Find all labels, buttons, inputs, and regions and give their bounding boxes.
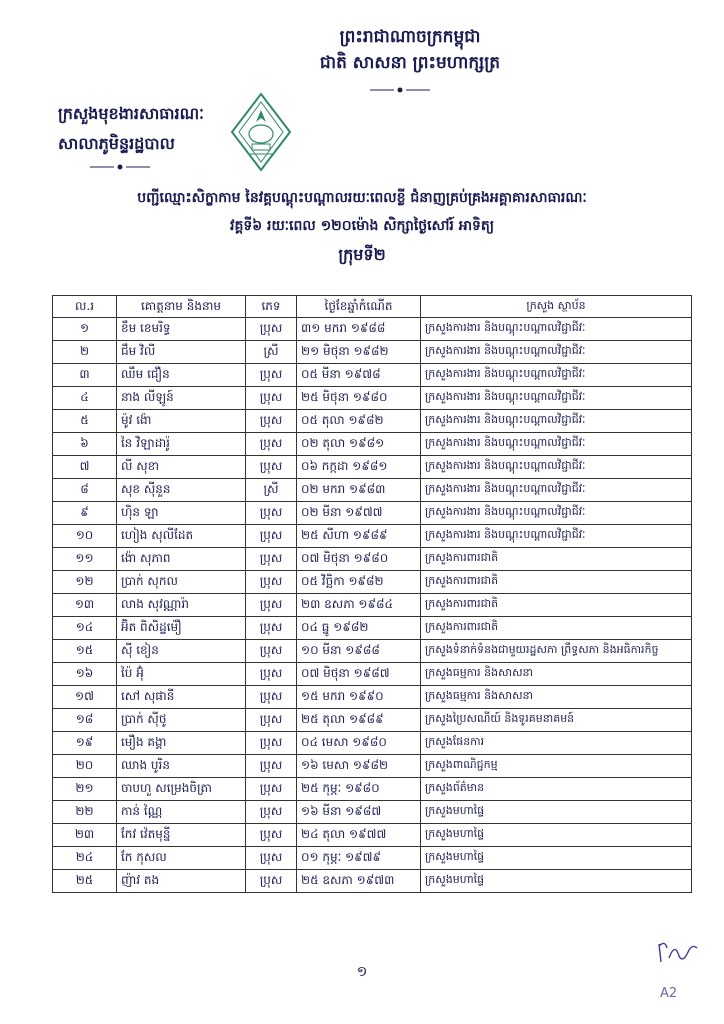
cell-number: ១៦ bbox=[53, 663, 117, 686]
cell-birthdate: ០១ កុម្ភៈ ១៩៧៩ bbox=[297, 847, 421, 870]
cell-birthdate: ២៣ ឧសភា ១៩៨៤ bbox=[297, 594, 421, 617]
table-row bbox=[53, 663, 692, 686]
cell-ministry: ក្រសួងការពារជាតិ bbox=[421, 617, 692, 640]
cell-sex: ប្រុស bbox=[246, 709, 297, 732]
cell-sex: ស្រី bbox=[246, 479, 297, 502]
cell-sex: ប្រុស bbox=[246, 318, 297, 341]
table-row bbox=[53, 640, 692, 663]
document-subtitle: វគ្គទី៦ រយៈពេល ១២០ម៉ោង សិក្សាថ្ងៃសៅរ៍ អាទិត្យ bbox=[230, 218, 494, 234]
cell-sex: ប្រុស bbox=[246, 640, 297, 663]
cell-birthdate: ០៥ វិច្ឆិកា ១៩៨២ bbox=[297, 571, 421, 594]
cell-ministry: ក្រសួងការងារ និងបណ្តុះបណ្តាលវិជ្ជាជីវៈ bbox=[421, 525, 692, 548]
cell-number: ១៥ bbox=[53, 640, 117, 663]
cell-ministry: ក្រសួងមហាផ្ទៃ bbox=[421, 801, 692, 824]
kingdom-motto: ជាតិ សាសនា ព្រះមហាក្សត្រ bbox=[319, 53, 501, 73]
cell-sex: ប្រុស bbox=[246, 433, 297, 456]
cell-ministry: ក្រសួងការងារ និងបណ្តុះបណ្តាលវិជ្ជាជីវៈ bbox=[421, 387, 692, 410]
table-row bbox=[53, 732, 692, 755]
cell-name: កាន់ ណ្ណៃ bbox=[117, 801, 246, 824]
cell-number: ១០ bbox=[53, 525, 117, 548]
cell-number: ៦ bbox=[53, 433, 117, 456]
cell-number: ១២ bbox=[53, 571, 117, 594]
cell-sex: ប្រុស bbox=[246, 525, 297, 548]
cell-ministry: ក្រសួងមហាផ្ទៃ bbox=[421, 847, 692, 870]
column-header-number: ល.រ bbox=[53, 296, 117, 318]
table-row bbox=[53, 870, 692, 893]
cell-birthdate: ០៦ កក្កដា ១៩៨១ bbox=[297, 456, 421, 479]
table-row bbox=[53, 479, 692, 502]
cell-sex: ប្រុស bbox=[246, 778, 297, 801]
cell-birthdate: ២៥ មិថុនា ១៩៨០ bbox=[297, 387, 421, 410]
cell-birthdate: ១៦ មេសា ១៩៨២ bbox=[297, 755, 421, 778]
cell-number: ៨ bbox=[53, 479, 117, 502]
cell-birthdate: ២៥ កុម្ភៈ ១៩៨០ bbox=[297, 778, 421, 801]
cell-name: ប្រាក់ ស៊ីថូ bbox=[117, 709, 246, 732]
cell-name: ចាបហួ សម្រេងចិត្រា bbox=[117, 778, 246, 801]
cell-name: ហ៊ិន ឡា bbox=[117, 502, 246, 525]
cell-birthdate: ២៥ តុលា ១៩៨៩ bbox=[297, 709, 421, 732]
cell-number: ១៨ bbox=[53, 709, 117, 732]
cell-ministry: ក្រសួងផែនការ bbox=[421, 732, 692, 755]
cell-name: ខឹម ខេមរិទ្ធ bbox=[117, 318, 246, 341]
cell-birthdate: ០២ មករា ១៩៨៣ bbox=[297, 479, 421, 502]
document-title: បញ្ជីឈ្មោះសិក្ខាកាម នៃវគ្គបណ្តុះបណ្តាលរយៈពេលខ្លី ជំនាញគ្រប់គ្រងអគ្គាគារសាធារណៈ bbox=[137, 190, 587, 206]
cell-name: អ៊ិត ពិសិដ្ឋម៉ឿ bbox=[117, 617, 246, 640]
cell-name: ហៀង សុលីដែត bbox=[117, 525, 246, 548]
table-row bbox=[53, 571, 692, 594]
table-body bbox=[53, 318, 692, 893]
cell-name: មឿង គង្គា bbox=[117, 732, 246, 755]
table-row bbox=[53, 801, 692, 824]
table-row bbox=[53, 318, 692, 341]
cell-name: កែ កុសល bbox=[117, 847, 246, 870]
cell-sex: ប្រុស bbox=[246, 870, 297, 893]
cell-sex: ប្រុស bbox=[246, 571, 297, 594]
table-row bbox=[53, 410, 692, 433]
cell-birthdate: ១៥ មករា ១៩៩០ bbox=[297, 686, 421, 709]
cell-birthdate: ០៥ មីនា ១៩៧៨ bbox=[297, 364, 421, 387]
cell-sex: ប្រុស bbox=[246, 502, 297, 525]
cell-birthdate: ០២ តុលា ១៩៨១ bbox=[297, 433, 421, 456]
kingdom-title: ព្រះរាជាណាចក្រកម្ពុជា bbox=[339, 27, 481, 47]
table-row bbox=[53, 433, 692, 456]
cell-number: ១៩ bbox=[53, 732, 117, 755]
cell-name: ប៉ៃ អ៊ុំ bbox=[117, 663, 246, 686]
cell-sex: ប្រុស bbox=[246, 847, 297, 870]
ministry-ornament-divider bbox=[90, 163, 150, 171]
cell-number: ៣ bbox=[53, 364, 117, 387]
table-row bbox=[53, 456, 692, 479]
cell-birthdate: ២៥ ឧសភា ១៩៧៣ bbox=[297, 870, 421, 893]
cell-number: ៧ bbox=[53, 456, 117, 479]
cell-number: ២៥ bbox=[53, 870, 117, 893]
cell-birthdate: ០២ មីនា ១៩៧៧ bbox=[297, 502, 421, 525]
table-row bbox=[53, 525, 692, 548]
cell-number: ២១ bbox=[53, 778, 117, 801]
table-row bbox=[53, 778, 692, 801]
cell-number: ៩ bbox=[53, 502, 117, 525]
cell-name: ប្រាក់ សុកល bbox=[117, 571, 246, 594]
cell-number: ២ bbox=[53, 341, 117, 364]
column-header-name: គោត្តនាម និងនាម bbox=[117, 296, 246, 318]
cell-ministry: ក្រសួងការពារជាតិ bbox=[421, 594, 692, 617]
participant-table bbox=[52, 295, 692, 893]
cell-sex: ប្រុស bbox=[246, 824, 297, 847]
cell-birthdate: ០៤ ធ្នូ ១៩៨២ bbox=[297, 617, 421, 640]
cell-birthdate: ០៧ មិថុនា ១៩៨០ bbox=[297, 548, 421, 571]
cell-name: លី សុខា bbox=[117, 456, 246, 479]
cell-ministry: ក្រសួងការងារ និងបណ្តុះបណ្តាលវិជ្ជាជីវៈ bbox=[421, 433, 692, 456]
cell-ministry: ក្រសួងប្រៃសណីយ៍ និងទូរគមនាគមន៍ bbox=[421, 709, 692, 732]
cell-number: ២៣ bbox=[53, 824, 117, 847]
cell-ministry: ក្រសួងការងារ និងបណ្តុះបណ្តាលវិជ្ជាជីវៈ bbox=[421, 410, 692, 433]
table-row bbox=[53, 755, 692, 778]
table-row bbox=[53, 341, 692, 364]
cell-number: ២៤ bbox=[53, 847, 117, 870]
cell-ministry: ក្រសួងការងារ និងបណ្តុះបណ្តាលវិជ្ជាជីវៈ bbox=[421, 318, 692, 341]
cell-number: ១ bbox=[53, 318, 117, 341]
cell-number: ៤ bbox=[53, 387, 117, 410]
cell-ministry: ក្រសួងការពារជាតិ bbox=[421, 548, 692, 571]
cell-sex: ប្រុស bbox=[246, 456, 297, 479]
cell-name: ឈាង បូរិន bbox=[117, 755, 246, 778]
cell-birthdate: ០៧ មិថុនា ១៩៨៧ bbox=[297, 663, 421, 686]
cell-ministry: ក្រសួងការងារ និងបណ្តុះបណ្តាលវិជ្ជាជីវៈ bbox=[421, 364, 692, 387]
cell-number: ៥ bbox=[53, 410, 117, 433]
cell-number: ១៤ bbox=[53, 617, 117, 640]
cell-number: ២២ bbox=[53, 801, 117, 824]
cell-name: ជឹម វិលី bbox=[117, 341, 246, 364]
cell-name: សុខ ស៊ីនួន bbox=[117, 479, 246, 502]
kingdom-ornament-divider bbox=[370, 86, 430, 94]
group-label: ក្រុមទី២ bbox=[338, 245, 386, 264]
cell-sex: ប្រុស bbox=[246, 410, 297, 433]
cell-ministry: ក្រសួងពាណិជ្ជកម្ម bbox=[421, 755, 692, 778]
cell-sex: ប្រុស bbox=[246, 548, 297, 571]
table-row bbox=[53, 617, 692, 640]
cell-sex: ប្រុស bbox=[246, 387, 297, 410]
cell-ministry: ក្រសួងធម្មការ និងសាសនា bbox=[421, 663, 692, 686]
cell-sex: ប្រុស bbox=[246, 755, 297, 778]
cell-name: ង៉ោ សុភាព bbox=[117, 548, 246, 571]
cell-sex: ប្រុស bbox=[246, 663, 297, 686]
table-row bbox=[53, 548, 692, 571]
cell-birthdate: ២៤ តុលា ១៩៧៧ bbox=[297, 824, 421, 847]
cell-number: ១១ bbox=[53, 548, 117, 571]
cell-sex: ប្រុស bbox=[246, 686, 297, 709]
table-row bbox=[53, 847, 692, 870]
school-seal-emblem-icon bbox=[228, 92, 294, 172]
handwritten-initials-signature bbox=[655, 938, 699, 968]
cell-birthdate: ១០ មីនា ១៩៨៨ bbox=[297, 640, 421, 663]
cell-name: នាង លីឡូន៍ bbox=[117, 387, 246, 410]
cell-sex: ប្រុស bbox=[246, 617, 297, 640]
cell-birthdate: ២៥ សីហា ១៩៨៩ bbox=[297, 525, 421, 548]
cell-number: ២០ bbox=[53, 755, 117, 778]
table-row bbox=[53, 686, 692, 709]
page-number: ១ bbox=[356, 964, 368, 980]
table-row bbox=[53, 824, 692, 847]
cell-birthdate: ០៥ តុលា ១៩៨២ bbox=[297, 410, 421, 433]
cell-ministry: ក្រសួងទំនាក់ទំនងជាមួយរដ្ឋសភា ព្រឹទ្ធសភា និងអធិការកិច្ច bbox=[421, 640, 692, 663]
cell-sex: ប្រុស bbox=[246, 364, 297, 387]
column-header-ministry: ក្រសួង ស្ថាប័ន bbox=[421, 296, 692, 318]
cell-number: ១៣ bbox=[53, 594, 117, 617]
cell-birthdate: ០៤ មេសា ១៩៨០ bbox=[297, 732, 421, 755]
cell-name: ម៉ូវ ង៉ោ bbox=[117, 410, 246, 433]
table-row bbox=[53, 387, 692, 410]
table-header-row bbox=[53, 296, 692, 318]
table-row bbox=[53, 502, 692, 525]
page-code-annotation: A2 bbox=[660, 986, 678, 1001]
column-header-birthdate: ថ្ងៃខែឆ្នាំកំណើត bbox=[297, 296, 421, 318]
cell-ministry: ក្រសួងមហាផ្ទៃ bbox=[421, 824, 692, 847]
cell-ministry: ក្រសួងការងារ និងបណ្តុះបណ្តាលវិជ្ជាជីវៈ bbox=[421, 502, 692, 525]
cell-birthdate: ៣១ មករា ១៩៨៨ bbox=[297, 318, 421, 341]
cell-name: លាង សុវណ្ណារ៉ា bbox=[117, 594, 246, 617]
cell-ministry: ក្រសួងការងារ និងបណ្តុះបណ្តាលវិជ្ជាជីវៈ bbox=[421, 479, 692, 502]
cell-name: ឈឹម ជឿន bbox=[117, 364, 246, 387]
cell-sex: ប្រុស bbox=[246, 732, 297, 755]
cell-name: សៅ សុផានី bbox=[117, 686, 246, 709]
cell-ministry: ក្រសួងមហាផ្ទៃ bbox=[421, 870, 692, 893]
school-name: សាលាភូមិន្ទរដ្ឋបាល bbox=[58, 134, 175, 153]
cell-name: ស៊ី ខៀន bbox=[117, 640, 246, 663]
table-row bbox=[53, 594, 692, 617]
table-row bbox=[53, 709, 692, 732]
cell-name: នៃ វិឡាដារ៉ូ bbox=[117, 433, 246, 456]
cell-birthdate: ២១ មិថុនា ១៩៨២ bbox=[297, 341, 421, 364]
cell-sex: ស្រី bbox=[246, 341, 297, 364]
ministry-name: ក្រសួងមុខងារសាធារណៈ bbox=[58, 104, 204, 123]
cell-ministry: ក្រសួងធម្មការ និងសាសនា bbox=[421, 686, 692, 709]
column-header-sex: ភេទ bbox=[246, 296, 297, 318]
cell-ministry: ក្រសួងការងារ និងបណ្តុះបណ្តាលវិជ្ជាជីវៈ bbox=[421, 456, 692, 479]
table-row bbox=[53, 364, 692, 387]
cell-sex: ប្រុស bbox=[246, 801, 297, 824]
cell-number: ១៧ bbox=[53, 686, 117, 709]
cell-name: កែវ វ៉េតមុន្នី bbox=[117, 824, 246, 847]
cell-sex: ប្រុស bbox=[246, 594, 297, 617]
cell-ministry: ក្រសួងការពារជាតិ bbox=[421, 571, 692, 594]
cell-birthdate: ១៦ មីនា ១៩៨៧ bbox=[297, 801, 421, 824]
cell-name: ញ៉ាវ តង bbox=[117, 870, 246, 893]
cell-ministry: ក្រសួងការងារ និងបណ្តុះបណ្តាលវិជ្ជាជីវៈ bbox=[421, 341, 692, 364]
cell-ministry: ក្រសួងព័ត៌មាន bbox=[421, 778, 692, 801]
